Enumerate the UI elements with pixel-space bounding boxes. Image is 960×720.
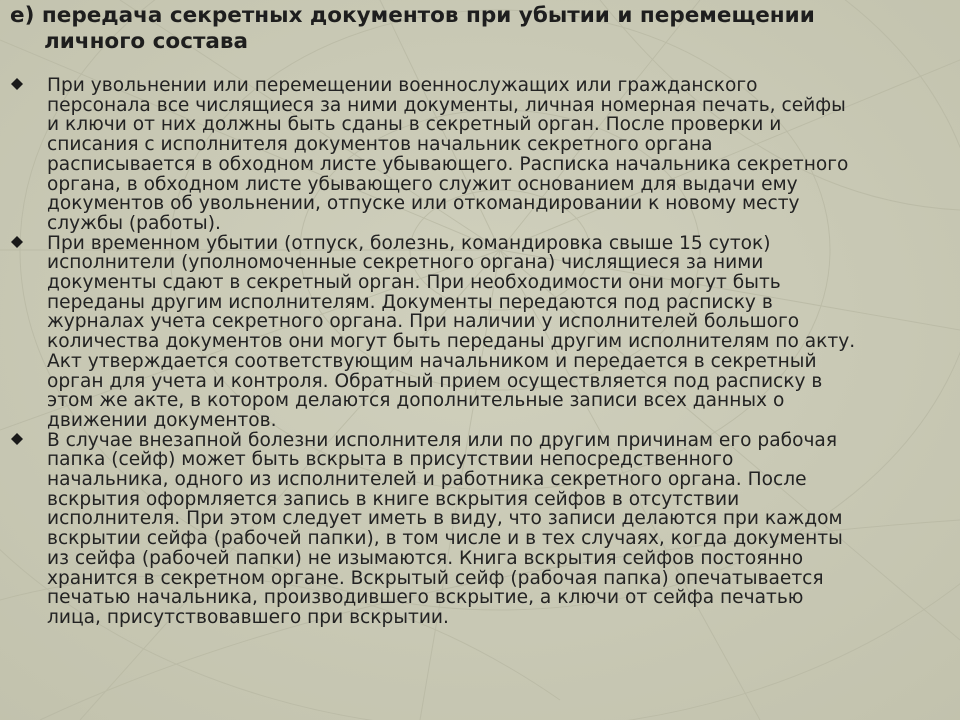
text-line: количества документов они могут быть переданы другим исполнителям по акту. [47,331,856,353]
text-line: из сейфа (рабочей папки) не изымаются. Книга вскрытия сейфов постоянно [47,547,804,569]
text-line: этом же акте, в котором делаются дополнительные записи всех данных о [47,390,785,412]
bullet-text [47,234,927,431]
text-line: печатью начальника, производившего вскрытие, а ключи от сейфа печатью [47,587,804,609]
bullet-item-dismissal [0,76,927,234]
text-line: хранится в секретном органе. Вскрытый сейф (рабочая папка) опечатывается [47,567,824,589]
text-line: В случае внезапной болезни исполнителя или по другим причинам его рабочая [47,429,838,451]
text-line: органа, в обходном листе убывающего служит основанием для выдачи ему [47,173,798,195]
text-line: документов об увольнении, отпуске или откомандировании к новому месту [47,193,800,215]
bullet-text [47,76,927,234]
text-line: папка (сейф) может быть вскрыта в присутствии непосредственного [47,449,734,471]
text-line: вскрытии сейфа (рабочей папки), в том числе и в тех случаях, когда документы [47,528,843,550]
text-line: При временном убытии (отпуск, болезнь, командировка свыше 15 суток) [47,232,771,254]
slide-title-line: личного состава [44,29,249,54]
text-line: При увольнении или перемещении военнослужащих или гражданского [47,75,758,96]
text-line: лица, присутствовавшего при вскрытии. [47,606,449,628]
diamond-bullet-icon [11,236,23,248]
diamond-bullet-icon [11,433,23,445]
bullet-item-temporary-leave [0,234,927,431]
bullet-list [0,76,960,628]
text-line: орган для учета и контроля. Обратный прием осуществляется под расписку в [47,370,823,392]
text-line: службы (работы). [47,212,221,234]
text-line: переданы другим исполнителям. Документы передаются под расписку в [47,291,773,313]
text-line: вскрытия оформляется запись в книге вскрытия сейфов в отсутствии [47,488,740,510]
text-line: исполнителя. При этом следует иметь в виду, что записи делаются при каждом [47,508,843,530]
text-line: документы сдают в секретный орган. При необходимости они могут быть [47,272,781,294]
text-line: списания с исполнителя документов начальник секретного органа [47,134,713,156]
bullet-item-safe-opening [0,431,927,628]
slide-title [10,3,940,55]
text-line: и ключи от них должны быть сданы в секретный орган. После проверки и [47,114,782,136]
text-line: движении документов. [47,409,277,431]
bullet-text [47,431,927,628]
text-line: расписывается в обходном листе убывающего. Расписка начальника секретного [47,153,849,175]
text-line: исполнители (уполномоченные секретного органа) числящиеся за ними [47,252,764,274]
text-line: начальника, одного из исполнителей и работника секретного органа. После [47,469,807,491]
diamond-bullet-icon [11,78,23,90]
slide-title-line: е) передача секретных документов при убытии и перемещении [10,3,815,28]
text-line: Акт утверждается соответствующим начальником и передается в секретный [47,350,817,372]
text-line: персонала все числящиеся за ними документы, личная номерная печать, сейфы [47,94,846,116]
text-line: журналах учета секретного органа. При наличии у исполнителей большого [47,311,800,333]
